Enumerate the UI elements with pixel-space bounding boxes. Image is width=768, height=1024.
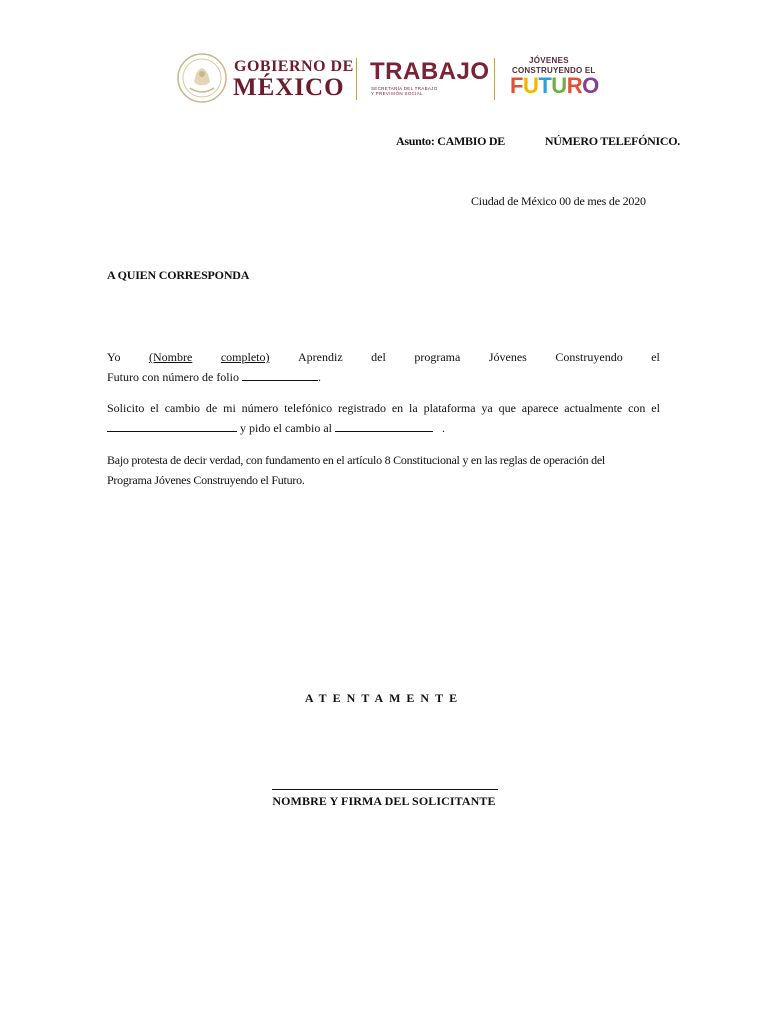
- gobierno-de-text: GOBIERNO DE: [234, 58, 354, 75]
- paragraph-2-line-1: [107, 398, 660, 418]
- word: la: [409, 401, 418, 415]
- word: Jóvenes: [488, 350, 527, 364]
- salutation: A QUIEN CORRESPONDA: [107, 268, 250, 282]
- word: actualmente: [564, 401, 623, 415]
- paragraph-1: [107, 347, 660, 387]
- mexico-text: MÉXICO: [233, 74, 345, 101]
- word: ya: [481, 401, 493, 415]
- word: plataforma: [423, 401, 476, 415]
- word: en: [391, 401, 404, 415]
- word: el: [150, 401, 159, 415]
- subject-label: Asunto: CAMBIO DE: [396, 134, 505, 148]
- closing-atentamente: ATENTAMENTE: [304, 691, 464, 705]
- futuro-letter: O: [582, 73, 599, 98]
- word: Construyendo: [555, 350, 623, 364]
- change-to-label: y pido el cambio al: [240, 421, 332, 435]
- header-divider: [356, 58, 357, 100]
- subject-line: [396, 134, 680, 148]
- word: Aprendiz: [298, 350, 343, 364]
- trabajo-subtitle-line1: SECRETARÍA DEL TRABAJO: [371, 86, 438, 91]
- word: (Nombre: [148, 350, 193, 364]
- current-number-blank: [107, 421, 237, 432]
- word: Yo: [107, 350, 121, 364]
- trabajo-logo-text: TRABAJO: [370, 58, 490, 85]
- header-divider: [494, 58, 495, 100]
- new-number-blank: [335, 421, 433, 432]
- futuro-letter: R: [566, 73, 583, 98]
- government-seal-icon: [176, 52, 228, 104]
- word: aparece: [521, 401, 559, 415]
- word: completo): [220, 350, 270, 364]
- signature-line: [272, 789, 498, 790]
- paragraph-3-line-1: Bajo protesta de decir verdad, con fundamento en el artículo 8 Constitucional y en las reglas de operación del: [107, 453, 605, 467]
- paragraph-3: [107, 450, 660, 490]
- word: cambio: [164, 401, 201, 415]
- jovenes-text: JÓVENES: [529, 56, 569, 65]
- word: programa: [414, 350, 461, 364]
- folio-label: Futuro con número de folio: [107, 370, 239, 384]
- paragraph-1-line-1: [107, 347, 660, 367]
- trabajo-subtitle-line2: Y PREVISIÓN SOCIAL: [371, 91, 423, 96]
- word: el: [651, 401, 660, 415]
- period: .: [317, 370, 321, 384]
- futuro-letter: T: [538, 73, 552, 98]
- word: telefónico: [284, 401, 333, 415]
- word: que: [498, 401, 516, 415]
- word: de: [205, 401, 218, 415]
- signature-caption: NOMBRE Y FIRMA DEL SOLICITANTE: [272, 794, 496, 808]
- paragraph-3-line-2: Programa Jóvenes Construyendo el Futuro.: [107, 473, 305, 487]
- period: .: [441, 421, 445, 435]
- futuro-letter: U: [522, 73, 539, 98]
- date-line: Ciudad de México 00 de mes de 2020: [471, 194, 646, 208]
- subject-value: NÚMERO TELEFÓNICO.: [544, 134, 680, 148]
- word: del: [371, 350, 386, 364]
- paragraph-2: [107, 398, 660, 438]
- word: Solicito: [107, 401, 145, 415]
- word: con: [628, 401, 646, 415]
- paragraph-1-line-2: [107, 367, 660, 387]
- paragraph-2-line-2: [107, 418, 660, 438]
- folio-blank: [242, 370, 318, 381]
- word: registrado: [338, 401, 386, 415]
- word: número: [241, 401, 279, 415]
- futuro-logo: [510, 74, 599, 98]
- word: mi: [223, 401, 236, 415]
- construyendo-el-text: CONSTRUYENDO EL: [512, 66, 596, 75]
- word: el: [651, 350, 660, 364]
- futuro-letter: F: [510, 73, 523, 98]
- futuro-letter: U: [551, 73, 567, 98]
